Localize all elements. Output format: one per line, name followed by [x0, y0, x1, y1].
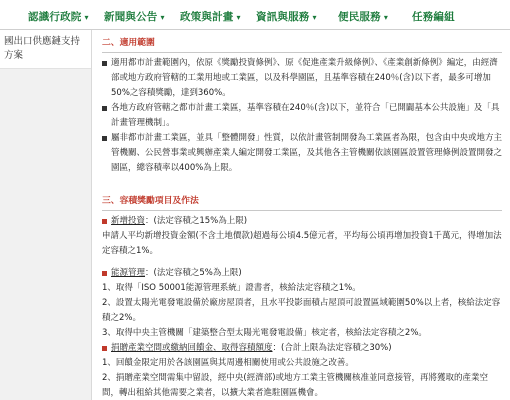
- nav-item-policy[interactable]: [180, 9, 241, 24]
- nav-item-task-force[interactable]: [412, 9, 455, 24]
- incentive-description: 申請人平均新增投資金額(不含土地價款)超過每公頃4.5億元者，平均每公頃再增加投資1千萬元，得增加法定容積之1%。: [102, 231, 502, 256]
- incentive-donation: [102, 341, 502, 356]
- nav-label: 政策與計畫: [180, 11, 234, 23]
- nav-item-info[interactable]: [256, 9, 317, 24]
- section-heading-incentives: 三、容積獎勵項目及作法: [102, 196, 199, 206]
- nav-label: 任務編組: [412, 11, 455, 23]
- list-item: 1、回饋金限定用於各該園區與其周邊相關使用或公共設施之改善。: [102, 358, 354, 368]
- scope-bullet: 屬非都市計畫工業區，並具「整體開發」性質，以依計畫管制開發為工業區者為限，包含由中央或地方主管機關、公民營事業或興辦產業人編定開發工業區，及其他各主管機關依該園區設置管理條例設置開發之園區，總容積率以400%為上限。: [102, 131, 502, 176]
- nav-item-service[interactable]: [338, 9, 388, 24]
- incentive-label: 新增投資: [111, 216, 146, 226]
- list-item: 3、取得中央主管機關「建築整合型太陽光電發電設備」核定者，核給法定容積之2%。: [102, 328, 427, 338]
- divider: [102, 210, 502, 211]
- sidebar-item-supply-chain[interactable]: 國出口供應鏈支持方案: [0, 30, 91, 69]
- incentive-new-investment: [102, 214, 502, 229]
- incentive-cap: ：(法定容積之15%為上限): [145, 216, 248, 226]
- incentive-cap: ：(法定容積之5%為上限): [145, 268, 242, 278]
- scope-bullet: 各地方政府管轄之都市計畫工業區，基準容積在240％(含)以下，並符合「已開闢基本公共設施」及「具計畫管理機制」。: [102, 101, 502, 131]
- chevron-down-icon: ▾: [383, 13, 389, 22]
- list-item: 2、捐贈產業空間需集中留設，經中央(經濟部)或地方工業主管機關核准並同意接管，再將獲取的產業空間，轉出租給其他需要之業者，以擴大業者進駐園區機會。: [102, 373, 489, 398]
- incentive-energy: [102, 266, 502, 281]
- incentive-label: 能源管理: [111, 268, 146, 278]
- list-item: 2、設置太陽光電發電設備於廠房屋頂者，且水平投影面積占屋頂可設置區域範圍50%以上者，核給法定容積之2%。: [102, 298, 501, 323]
- chevron-down-icon: ▾: [236, 13, 241, 22]
- chevron-down-icon: ▾: [312, 13, 317, 22]
- nav-item-news[interactable]: [104, 9, 165, 24]
- nav-label: 便民服務: [338, 11, 381, 23]
- divider: [102, 52, 502, 53]
- main-content: [102, 36, 502, 400]
- nav-label: 資訊與服務: [256, 11, 310, 23]
- incentive-cap: ：(合計上限為法定容積之30%): [272, 343, 392, 353]
- incentive-label: 捐贈產業空間或繳納回饋金、取得容積額度: [111, 343, 273, 353]
- section-heading-scope: 二、適用範圍: [102, 38, 155, 48]
- chevron-down-icon: ▾: [84, 13, 89, 22]
- top-navigation: [0, 0, 510, 30]
- chevron-down-icon: ▾: [160, 13, 165, 22]
- scope-bullet: 適用都市計畫範圍內，依原《獎勵投資條例》、原《促進產業升級條例》、《產業創新條例》編定，由經濟部或地方政府管轄的工業用地或工業區，以及科學園區，且基準容積在240％(含)以下者，最多可增加50%之容積獎勵，達到360%。: [102, 56, 502, 101]
- list-item: 1、取得「ISO 50001能源管理系統」證書者，核給法定容積之1%。: [102, 283, 361, 293]
- nav-item-about[interactable]: [28, 9, 89, 24]
- nav-label: 新聞與公告: [104, 11, 158, 23]
- sidebar: [0, 30, 92, 400]
- nav-label: 認識行政院: [28, 11, 82, 23]
